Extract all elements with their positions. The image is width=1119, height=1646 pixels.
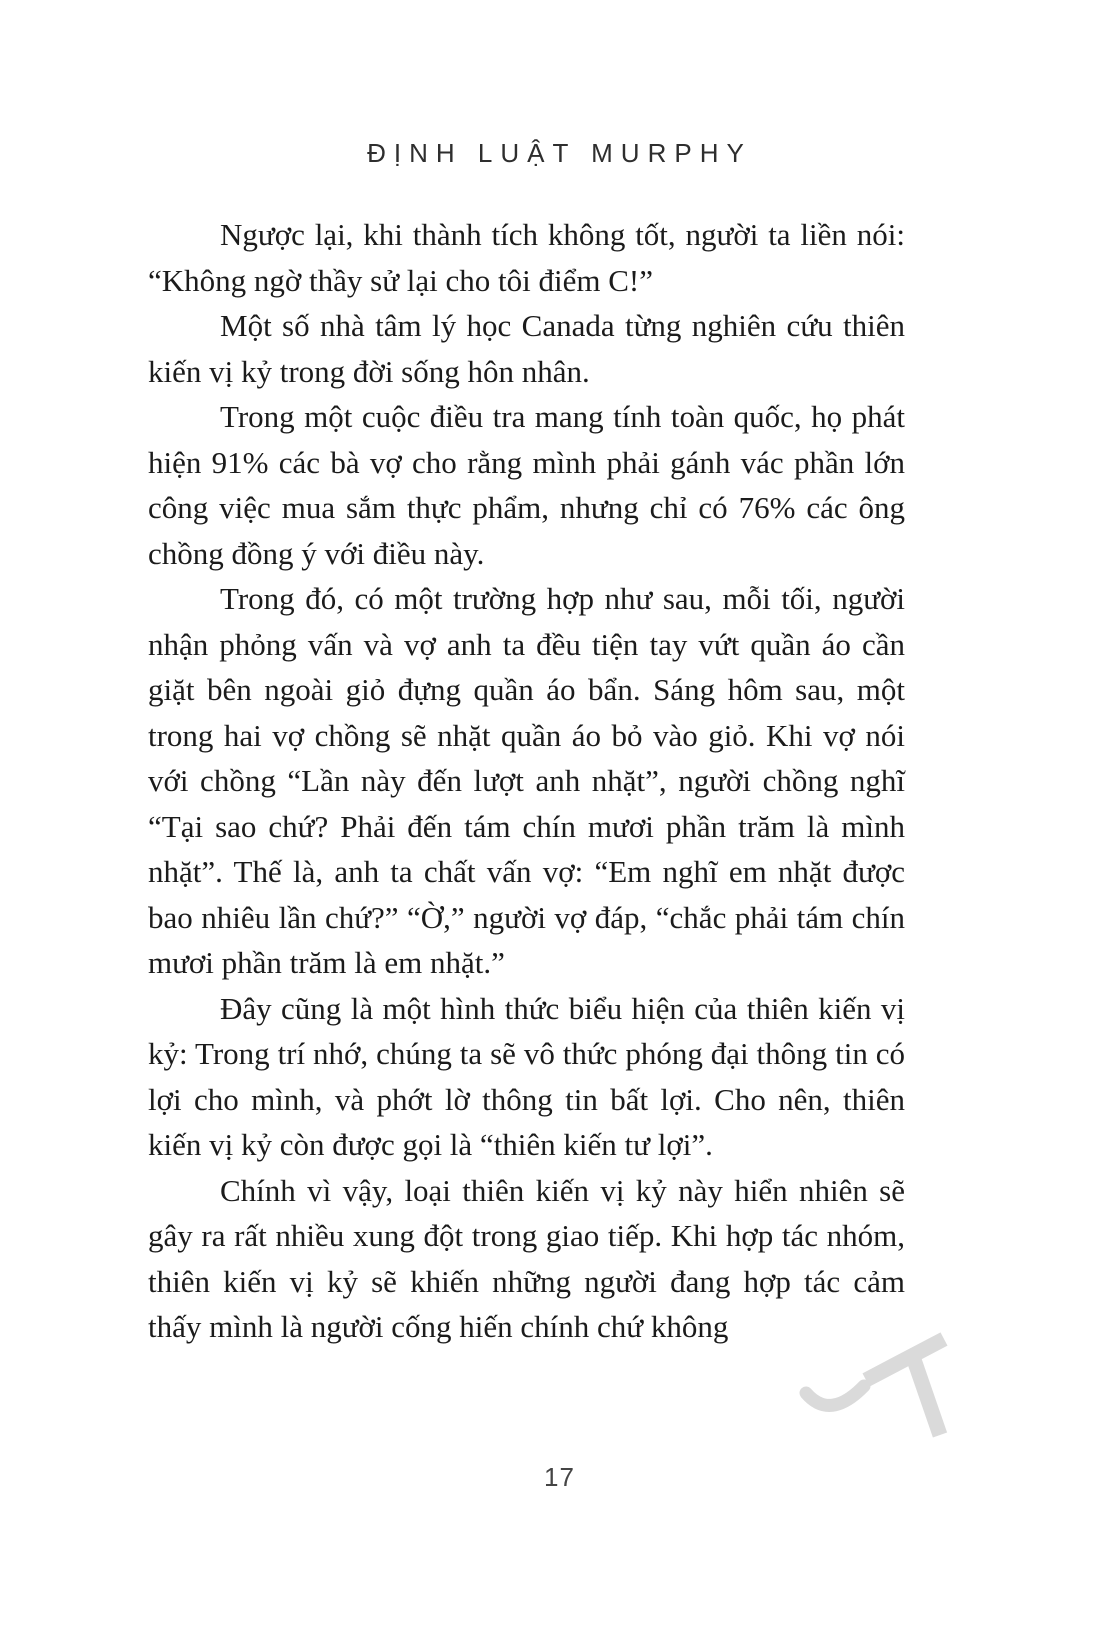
- paragraph: Chính vì vậy, loại thiên kiến vị kỷ này hiển nhiên sẽ gây ra rất nhiều xung đột trong giao tiếp. Khi hợp tác nhóm, thiên kiến vị kỷ sẽ khiến những người đang hợp tác cảm thấy mình là người cống hiến chính chứ không: [148, 1172, 905, 1344]
- paragraph: Đây cũng là một hình thức biểu hiện của thiên kiến vị kỷ: Trong trí nhớ, chúng ta sẽ vô thức phóng đại thông tin có lợi cho mình, và phớt lờ thông tin bất lợi. Cho nên, thiên kiến vị kỷ còn được gọi là “thiên kiến tư lợi”.: [148, 990, 905, 1162]
- page-number: 17: [544, 1462, 575, 1492]
- paragraph: Ngược lại, khi thành tích không tốt, người ta liền nói: “Không ngờ thầy sử lại cho tôi điểm C!”: [148, 217, 905, 298]
- running-header: ĐỊNH LUẬT MURPHY: [367, 138, 752, 168]
- paragraph: Trong đó, có một trường hợp như sau, mỗi tối, người nhận phỏng vấn và vợ anh ta đều tiện tay vứt quần áo cần giặt bên ngoài giỏ đựng quần áo bẩn. Sáng hôm sau, một trong hai vợ chồng sẽ nhặt quần áo bỏ vào giỏ. Khi vợ nói với chồng “Lần này đến lượt anh nhặt”, người chồng nghĩ “Tại sao chứ? Phải đến tám chín mươi phần trăm là mình nhặt”. Thế là, anh ta chất vấn vợ: “Em nghĩ em nhặt được bao nhiêu lần chứ?” “Ờ,” người vợ đáp, “chắc phải tám chín mươi phần trăm là em nhặt.”: [148, 581, 905, 980]
- paragraph: Một số nhà tâm lý học Canada từng nghiên cứu thiên kiến vị kỷ trong đời sống hôn nhân.: [148, 308, 905, 389]
- paragraph: Trong một cuộc điều tra mang tính toàn quốc, họ phát hiện 91% các bà vợ cho rằng mình phải gánh vác phần lớn công việc mua sắm thực phẩm, nhưng chỉ có 76% các ông chồng đồng ý với điều này.: [148, 399, 905, 571]
- page-body: [148, 212, 905, 1350]
